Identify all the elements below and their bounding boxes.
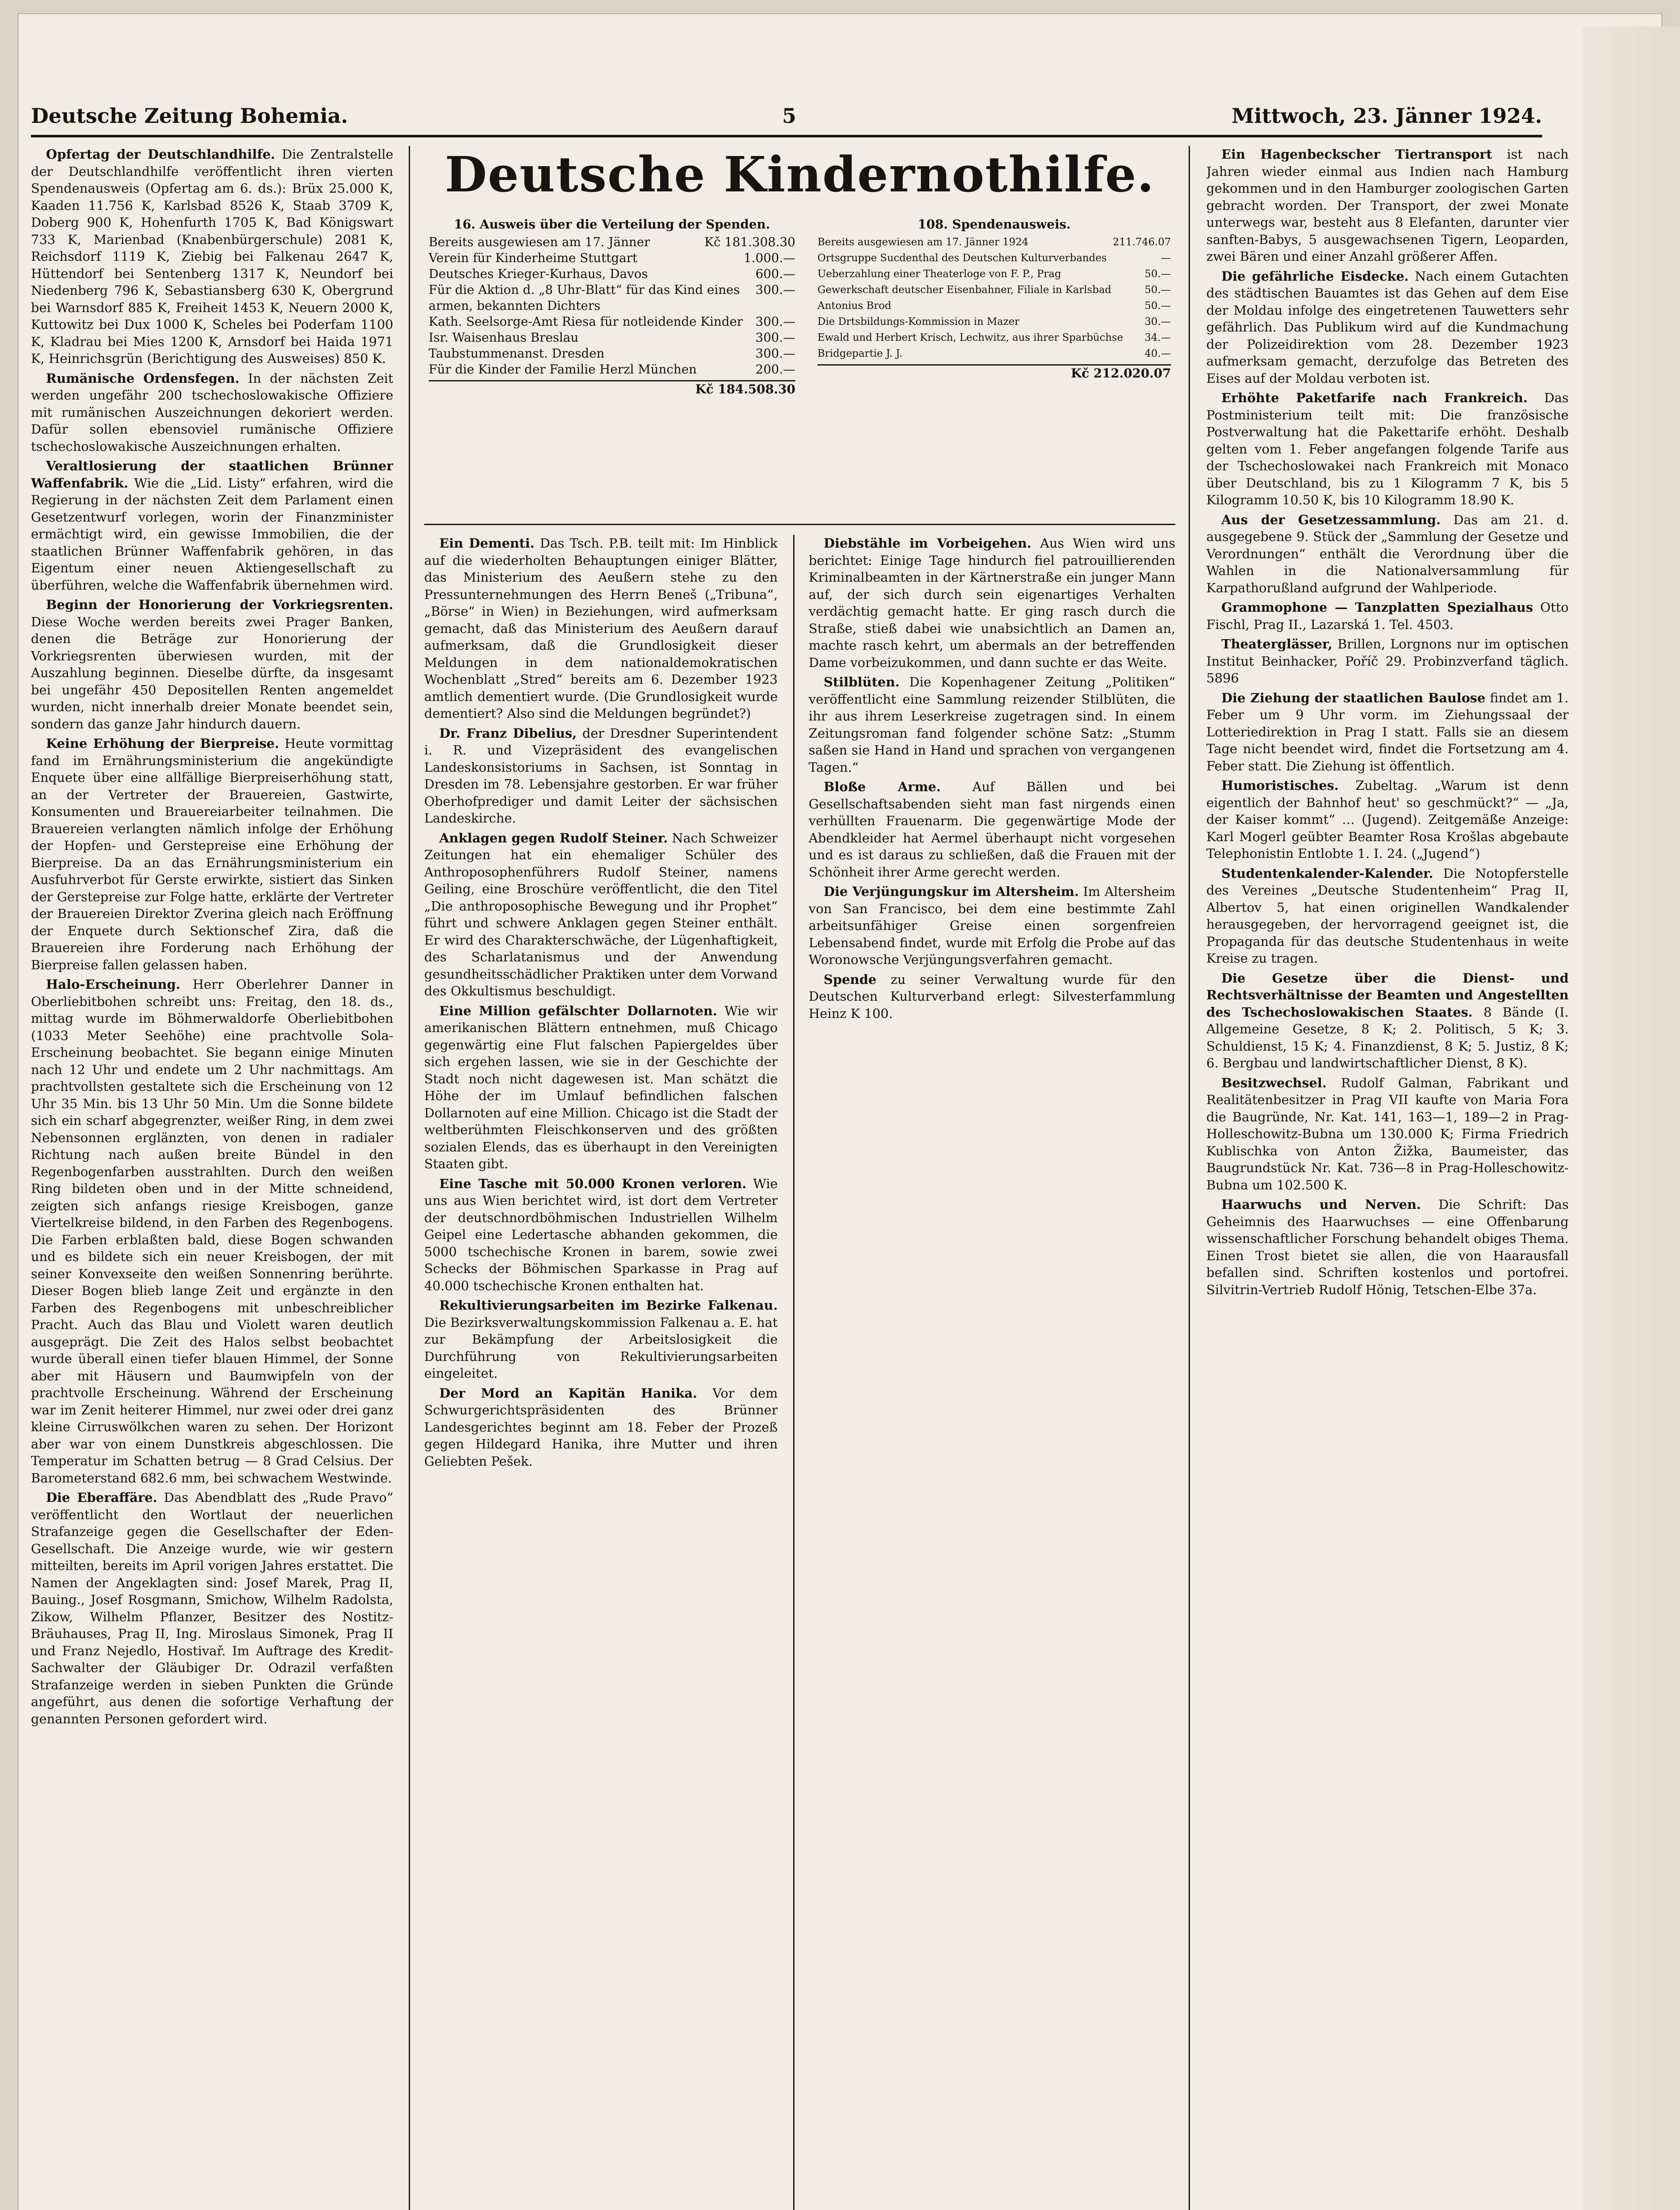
article-body: der Dresdner Superintendent i. R. und Vizepräsident des evangelischen Landeskonsistoriums in Sachsen, ist Sonntag in Dresden im 78. Lebensjahre gestorben. Er war früher Oberhofprediger und damit Leiter der sächsischen Landeskirche. bbox=[424, 725, 778, 826]
row-label: Gewerkschaft deutscher Eisenbahner, Filiale in Karlsbad bbox=[817, 284, 1112, 296]
row-label: Deutsches Krieger-Kurhaus, Davos bbox=[429, 267, 648, 281]
article-headline: Keine Erhöhung der Bierpreise. bbox=[46, 736, 279, 751]
masthead bbox=[31, 93, 1542, 137]
article-body: Vor dem Schwurgerichtspräsidenten des Brünner Landesgerichtes beginnt am 18. Feber der Prozeß gegen Hildegard Hanika, ihre Mutter und ihren Geliebten Pešek. bbox=[424, 1385, 778, 1469]
article-headline: Rumänische Ordensfegen. bbox=[46, 370, 239, 386]
table-row bbox=[429, 314, 795, 330]
article bbox=[1206, 777, 1569, 862]
article-headline: Haarwuchs und Nerven. bbox=[1221, 1197, 1421, 1212]
row-amount: 50.— bbox=[1144, 284, 1171, 296]
row-label: Bereits ausgewiesen am 17. Jänner bbox=[429, 235, 650, 249]
distribution-table bbox=[429, 217, 795, 397]
table-row bbox=[429, 346, 795, 362]
article bbox=[1206, 1075, 1569, 1194]
article-headline: Rekultivierungsarbeiten im Bezirke Falkenau. bbox=[439, 1298, 778, 1313]
table-row bbox=[429, 362, 795, 377]
article-headline: Die gefährliche Eisdecke. bbox=[1221, 268, 1409, 284]
issue-date: Mittwoch, 23. Jänner 1924. bbox=[1231, 104, 1542, 128]
table-row bbox=[817, 330, 1171, 346]
news-column-4 bbox=[1206, 146, 1569, 2210]
row-label: Ortsgruppe Sucdenthal des Deutschen Kulturverbandes bbox=[817, 252, 1107, 264]
article-body: Rudolf Galman, Fabrikant und Realitätenbesitzer in Prag VII kaufte von Maria Fora die Baugründe, Nr. Kat. 141, 163—1, 189—2 in Prag-Holleschowitz-Bubna um 130.000 K; Firma Friedrich Kublischka von Anton Žižka, Baumeister, das Baugrundstück Nr. Kat. 736—8 in Prag-Holleschowitz-Bubna um 102.500 K. bbox=[1206, 1075, 1569, 1193]
article-headline: Veraltlosierung der staatlichen Brünner Waffenfabrik. bbox=[31, 458, 393, 491]
article-body: Die Schrift: Das Geheimnis des Haarwuchses — eine Offenbarung wissenschaftlicher Forschung behandelt obiges Thema. Einen Trost bietet sie allen, die von Haarausfall befallen sind. Schriften kostenlos und portofrei. Silvitrin-Vertrieb Rudolf Hönig, Tetschen-Elbe 37a. bbox=[1206, 1197, 1569, 1297]
row-label: Bridgepartie J. J. bbox=[817, 348, 903, 359]
news-column-1 bbox=[31, 146, 393, 2210]
article-headline: Spende bbox=[824, 972, 877, 987]
article bbox=[31, 596, 393, 732]
article-body: Nach Schweizer Zeitungen hat ein ehemaliger Schüler des Anthroposophenführers Rudolf Steiner, namens Geiling, eine Broschüre veröffentlicht, die den Titel „Die anthroposophische Bewegung und ihr Prophet“ führt und schwere Anklagen gegen Steiner enthält. Er wird des Charakterschwäche, der Lügenhaftigkeit, des Scharlatanismus und der Anwendung gesundheitsschädlicher Praktiken unter dem Vorwand des Okkultismus beschuldigt. bbox=[424, 830, 778, 998]
article bbox=[809, 883, 1175, 968]
article-headline: Die Gesetze über die Dienst- und Rechtsverhältnisse der Beamten und Angestellten des Tschechoslowakischen Staates. bbox=[1206, 970, 1569, 1020]
row-label: Die Drtsbildungs-Kommission in Mazer bbox=[817, 316, 1020, 328]
article bbox=[1206, 865, 1569, 967]
row-label: Für die Kinder der Familie Herzl München bbox=[429, 362, 697, 377]
article-body: ist nach Jahren wieder einmal aus Indien nach Hamburg gekommen und in den Hamburger zoologischen Garten gebracht worden. Der Transport, der zwei Monate unterwegs war, besteht aus 8 Elefanten, darunter vier sanften-Babys, 5 ausgewachsenen Tigern, Leoparden, zwei Bären und einer Anzahl größerer Affen. bbox=[1206, 147, 1569, 264]
article-body: Wie wir amerikanischen Blättern entnehmen, muß Chicago gegenwärtig eine Flut falschen Papiergeldes über sich ergehen lassen, wie sie in der Geschichte der Stadt noch nicht dagewesen ist. Man schätzt die Höhe der im Umlauf befindlichen falschen Dollarnoten auf eine Million. Chicago ist die Stadt der weltberühmten Fleischkonserven und des größten sozialen Elends, das es überhaupt in den Vereinigten Staaten gibt. bbox=[424, 1003, 778, 1171]
page-edge-shadow bbox=[1582, 27, 1680, 2210]
page-number: 5 bbox=[782, 104, 797, 128]
row-amount: 1.000.— bbox=[743, 251, 795, 265]
article-headline: Studentenkalender-Kalender. bbox=[1221, 865, 1433, 881]
article bbox=[424, 830, 778, 1000]
article bbox=[809, 971, 1175, 1022]
article-body: zu seiner Verwaltung wurde für den Deutschen Kulturverband erlegt: Silvesterfammlung Heinz K 100. bbox=[809, 972, 1175, 1021]
newspaper-name: Deutsche Zeitung Bohemia. bbox=[31, 104, 348, 128]
table-row bbox=[817, 298, 1171, 314]
article-body: In der nächsten Zeit werden ungefähr 200 tschechoslowakische Offiziere mit rumänischen Auszeichnungen dekoriert werden. Dafür sollen ebensoviel rumänische Offiziere tschechoslowakische Auszeichnungen erhalten. bbox=[31, 370, 393, 454]
article-body: Die Kopenhagener Zeitung „Politiken“ veröffentlicht eine Sammlung reizender Stilblüten, die ihr aus ihrem Leserkreise zugetragen sind. In einem Zeitungsroman fand folgender schöne Satz: „Stumm saßen sie Hand in Hand und sprachen von vergangenen Tagen.“ bbox=[809, 674, 1175, 775]
article-headline: Halo-Erscheinung. bbox=[46, 977, 181, 992]
article bbox=[424, 1002, 778, 1173]
article-body: Heute vormittag fand im Ernährungsministerium die angekündigte Enquete über eine allfällige Bierpreiserhöhung statt, an der Vertreter der Brauereien, Gastwirte, Konsumenten und Brauereiarbeiter teilnahmen. Die Brauereien verlangten nämlich infolge der Erhöhung der Hopfen- und Gerstepreise eine Erhöhung der Bierpreise. Da an das Ernährungsministerium ein Ausfuhrverbot für Gerste erwirkte, sistiert das Sinken der Gerstepreise zur Folge hatte, erklärte der Vertreter der Brauereien Direktor Zverina gleich nach Eröffnung der Enquete durch Sektionschef Zira, daß die Brauereien ihre Forderung nach Erhöhung der Bierpreise fallen gelassen haben. bbox=[31, 736, 393, 972]
article-headline: Anklagen gegen Rudolf Steiner. bbox=[439, 830, 668, 846]
article-headline: Der Mord an Kapitän Hanika. bbox=[439, 1385, 697, 1401]
article-body: Herr Oberlehrer Danner in Oberliebitbohen schreibt uns: Freitag, den 18. ds., mittag wurde im Böhmerwaldorfe Oberliebitbohen (1033 Meter Seehöhe) eine prachtvolle Sola-Erscheinung beobachtet. Sie begann einige Minuten nach 12 Uhr und endete um 2 Uhr nachmittags. Am prachtvollsten gestaltete sich die Erscheinung von 12 Uhr 35 Min. bis 13 Uhr 50 Min. Um die Sonne bildete sich ein scharf abgegrenzter, weißer Ring, in dem zwei Nebensonnen erglänzten, von denen in radialer Richtung nach außen breite Bündel in den Regenbogenfarben ausstrahlten. Durch den weißen Ring bildeten oben und in der Mitte schneidend, zeigten sich anfangs riesige Kreisbogen, ganze Viertelkreise bildend, in den Farben des Regenbogens. Die Farben erblaßten bald, diese Bogen schwanden und es bildete sich ein neuer Kreisbogen, der mit seiner Konvexseite den weißen Sonnenring berührte. Dieser Bogen blieb lange Zeit und ergänzte in den Farben des Regenbogens mit unbeschreiblicher Pracht. Auch das Blau und Violett waren deutlich ausgeprägt. Die Zeit des Halos selbst beobachtet wurde überall einen tiefer blauen Himmel, der Sonne aber mit Häusern und Baumwipfeln von der prachtvolle Erscheinung. Während der Erscheinung war im Zenit heiterer Himmel, nur zwei oder drei ganz kleine Cirruswölkchen waren zu sehen. Der Horizont aber war von einem Dunstkreis abgeschlossen. Die Temperatur im Schatten betrug — 8 Grad Celsius. Der Barometerstand 682.6 mm, bei schwachem Westwinde. bbox=[31, 977, 393, 1486]
section-rule bbox=[424, 524, 1175, 525]
article-body: Diese Woche werden bereits zwei Prager Banken, denen die Beträge zur Honorierung der Vorkriegsrenten überwiesen wurden, mit der Auszahlung beginnen. Dieselbe dürfte, da insgesamt bei ungefähr 450 Depositellen Renten angemeldet wurden, nicht innerhalb dreier Monate beendet sein, sondern das ganze Jahr hindurch dauern. bbox=[31, 614, 393, 732]
article bbox=[809, 535, 1175, 671]
article-body: Das Tsch. P.B. teilt mit: Im Hinblick auf die wiederholten Behauptungen einiger Blätter, das Ministerium des Aeußern stehe zu den Pressunternehmungen des Herrn Beneš („Tribuna“, „Börse“ in Wien) in Beziehungen, wird aufmerksam gemacht, daß das Ministerium des Aeußern darauf aufmerksam, daß die Grundlosigkeit dieser Meldungen in dem nationaldemokratischen Wochenblatt „Stred“ bereits am 6. Dezember 1923 amtlich dementiert wurde. (Die Grundlosigkeit wurde dementiert? Also sind die Meldungen begründet?) bbox=[424, 536, 778, 721]
article bbox=[1206, 599, 1569, 633]
row-amount: 200.— bbox=[755, 362, 795, 377]
article bbox=[31, 370, 393, 455]
article-body: Die Notopferstelle des Vereines „Deutsche Studentenheim“ Prag II, Albertov 5, hat einen originellen Wandkalender herausgegeben, der hervorragend geeignet ist, die Propaganda für das deutsche Studentenhaus in weite Kreise zu tragen. bbox=[1206, 865, 1569, 966]
article bbox=[31, 735, 393, 973]
article bbox=[1206, 690, 1569, 775]
row-label: Isr. Waisenhaus Breslau bbox=[429, 330, 579, 345]
article-headline: Stilblüten. bbox=[824, 674, 900, 690]
row-amount: 30.— bbox=[1144, 316, 1171, 328]
table-row bbox=[817, 250, 1171, 266]
table-row bbox=[429, 234, 795, 250]
article bbox=[809, 674, 1175, 776]
article bbox=[1206, 970, 1569, 1072]
article bbox=[31, 146, 393, 367]
article bbox=[424, 725, 778, 827]
table-row bbox=[429, 282, 795, 314]
article-headline: Bloße Arme. bbox=[824, 779, 941, 794]
row-amount: 300.— bbox=[755, 346, 795, 361]
distribution-table-heading: 16. Ausweis über die Verteilung der Spenden. bbox=[454, 217, 770, 232]
article-body: Die Bezirksverwaltungskommission Falkenau a. E. hat zur Bekämpfung der Arbeitslosigkeit die Durchführung von Rekultivierungsarbeiten eingeleitet. bbox=[424, 1315, 778, 1381]
article-body: 8 Bände (I. Allgemeine Gesetze, 8 K; 2. Politisch, 5 K; 3. Schuldienst, 15 K; 4. Finanzdienst, 8 K; 5. Justiz, 8 K; 6. Bergbau und landwirtschaftlicher Dienst, 8 K). bbox=[1206, 1004, 1569, 1071]
article bbox=[31, 457, 393, 594]
row-label: Bereits ausgewiesen am 17. Jänner 1924 bbox=[817, 236, 1029, 248]
article-headline: Humoristisches. bbox=[1221, 778, 1339, 793]
article-headline: Die Ziehung der staatlichen Baulose bbox=[1221, 690, 1486, 705]
article-body: Das Postministerium teilt mit: Die französische Postverwaltung hat die Pakettarife erhöht. Deshalb gelten vom 1. Feber angefangen folgende Tarife aus der Tschechoslowakei nach Frankreich mit Monaco über Deutschland, bis zu 1 Kilogramm 7 K, bis 5 Kilogramm 10.50 K, bis 10 Kilogramm 18.90 K. bbox=[1206, 390, 1569, 507]
article-headline: Theaterglässer, bbox=[1221, 636, 1333, 652]
donation-table-heading: 108. Spendenausweis. bbox=[918, 217, 1071, 232]
table-row bbox=[817, 266, 1171, 282]
article-body: Nach einem Gutachten des städtischen Bauamtes ist das Gehen auf dem Eise der Moldau infolge des eingetretenen Tauwetters sehr gefährlich. Das Publikum wird auf die Kundmachung der Polizeidirektion vom 28. Dezember 1923 aufmerksam gemacht, derzufolge das Betreten des Eises auf der Moldau verboten ist. bbox=[1206, 268, 1569, 386]
article-body: Auf Bällen und bei Gesellschaftsabenden sieht man fast nirgends einen verhüllten Frauenarm. Die gegenwärtige Mode der Abendkleider hat Aermel überhaupt nicht vorgesehen und es ist daraus zu schließen, daß die Frauen mit der Schönheit ihrer Arme gerecht werden. bbox=[809, 779, 1175, 880]
kindernothilfe-title: Deutsche Kindernothilfe. bbox=[445, 146, 1155, 203]
row-amount: 50.— bbox=[1144, 300, 1171, 312]
row-label: Ewald und Herbert Krisch, Lechwitz, aus ihrer Sparbüchse bbox=[817, 332, 1123, 343]
table-row bbox=[817, 314, 1171, 330]
article-headline: Eine Tasche mit 50.000 Kronen verloren. bbox=[439, 1176, 747, 1191]
article-body: Aus Wien wird uns berichtet: Einige Tage hindurch fiel patrouillierenden Kriminalbeamten in der Kärtnerstraße ein junger Mann auf, der sich durch sein eigenartiges Verhalten verdächtig gemacht hatte. Er ging rasch durch die Straße, stieß dabei wie unabsichtlich an Damen an, machte rasch kehrt, um abermals an der betreffenden Dame vorbeizukommen, und dann suchte er das Weite. bbox=[809, 536, 1175, 670]
news-column-3 bbox=[809, 535, 1175, 2210]
article bbox=[31, 976, 393, 1486]
row-amount: 34.— bbox=[1144, 332, 1171, 343]
row-label: Verein für Kinderheime Stuttgart bbox=[429, 251, 638, 265]
column-rule bbox=[1189, 146, 1190, 2210]
news-column-2 bbox=[424, 535, 778, 2210]
article bbox=[1206, 1196, 1569, 1298]
article-body: Das am 21. d. ausgegebene 9. Stück der „Sammlung der Gesetze und Verordnungen“ enthält die Verordnung über die Wahlen in die Nationalversammlung für Karpathorußland aufgrund der Wahlperiode. bbox=[1206, 512, 1569, 595]
table-row bbox=[429, 330, 795, 346]
row-label: Ueberzahlung einer Theaterloge von F. P., Prag bbox=[817, 268, 1061, 280]
row-amount: 211.746.07 bbox=[1113, 236, 1171, 248]
row-amount: 40.— bbox=[1144, 348, 1171, 359]
article bbox=[424, 1175, 778, 1295]
donation-total: Kč 212.020.07 bbox=[817, 364, 1171, 381]
article-headline: Besitzwechsel. bbox=[1221, 1075, 1327, 1090]
article-body: Im Altersheim von San Francisco, bei dem eine bestimmte Zahl arbeitsunfähiger Greise einen sorgenfreien Lebensabend findet, wurde mit Erfolg die Probe auf das Woronowsche Verjüngungsverfahren gemacht. bbox=[809, 884, 1175, 967]
donation-table bbox=[817, 217, 1171, 381]
row-amount: 600.— bbox=[755, 267, 795, 281]
article-body: Das Abendblatt des „Rude Pravo“ veröffentlicht den Wortlaut der neuerlichen Strafanzeige gegen die Gesellschafter der Eden-Gesellschaft. Die Anzeige wurde, wie wir gestern mitteilten, bereits im April vorigen Jahres erstattet. Die Namen der Angeklagten sind: Josef Marek, Prag II, Bauing., Josef Rosgmann, Smichow, Wilhelm Radolsta, Zikow, Wilhelm Pflanzer, Besitzer des Nostitz-Bräuhauses, Prag II, Ing. Miroslaus Simonek, Prag II und Franz Nejedlo, Hostivař. Im Auftrage des Kredit-Sachwalter der Gläubiger Dr. Odrazil verfaßten Strafanzeige werden in sieben Punkten die Gründe angeführt, aus denen die sofortige Verhaftung der genannten Personen gefordert wird. bbox=[31, 1490, 393, 1726]
article bbox=[809, 778, 1175, 880]
table-row bbox=[817, 282, 1171, 298]
column-rule bbox=[793, 535, 794, 2210]
article bbox=[424, 1385, 778, 1470]
article bbox=[1206, 636, 1569, 687]
article bbox=[424, 1297, 778, 1382]
row-amount: 300.— bbox=[755, 282, 795, 297]
article-headline: Eine Million gefälschter Dollarnoten. bbox=[439, 1003, 718, 1018]
article-body: Brillen, Lorgnons nur im optischen Institut Beinhacker, Poříč 29. Probinzverfand täglich. 5896 bbox=[1206, 636, 1569, 686]
article-headline: Aus der Gesetzessammlung. bbox=[1221, 512, 1441, 527]
article bbox=[1206, 146, 1569, 265]
article-body: Zubeltag. „Warum ist denn eigentlich der Bahnhof heut' so geschmückt?“ — „Ja, der Kaiser kommt“ … (Jugend). Zeitgemäße Anzeige: Karl Mogerl geübter Beamter Rosa Krošlas abgebaute Telephonistin Entlobte 1. I. 24. („Jugend“) bbox=[1206, 778, 1569, 861]
article-body: Wie die „Lid. Listy“ erfahren, wird die Regierung in der nächsten Zeit dem Parlament einen Gesetzentwurf vorlegen, worin der Finanzminister ermächtigt wird, ein gewisse Immobilien, die der staatlichen Brünner Waffenfabrik gehören, in das Eigentum einer neuen Aktiengesellschaft zu überführen, welche die Waffenfabrik übernehmen wird. bbox=[31, 475, 393, 593]
column-rule bbox=[409, 146, 410, 2210]
article-body: Otto Fischl, Prag II., Lazarská 1. Tel. 4503. bbox=[1206, 600, 1569, 632]
article-headline: Die Eberaffäre. bbox=[46, 1490, 157, 1505]
row-amount: — bbox=[1161, 252, 1171, 264]
table-row bbox=[817, 346, 1171, 362]
article-headline: Beginn der Honorierung der Vorkriegsrenten. bbox=[46, 597, 393, 612]
article-headline: Dr. Franz Dibelius, bbox=[439, 725, 577, 741]
article bbox=[31, 1489, 393, 1727]
article bbox=[1206, 389, 1569, 509]
row-label: Kath. Seelsorge-Amt Riesa für notleidende Kinder bbox=[429, 314, 743, 329]
table-row bbox=[429, 250, 795, 266]
table-row bbox=[429, 266, 795, 282]
article-headline: Die Verjüngungskur im Altersheim. bbox=[824, 884, 1079, 899]
article-headline: Ein Dementi. bbox=[439, 536, 535, 551]
row-label: Antonius Brod bbox=[817, 300, 892, 312]
row-amount: 300.— bbox=[755, 314, 795, 329]
row-label: Für die Aktion d. „8 Uhr-Blatt“ für das Kind eines armen, bekannten Dichters bbox=[429, 282, 740, 313]
article-body: Die Zentralstelle der Deutschlandhilfe veröffentlicht ihren vierten Spendenausweis (Opfertag am 6. ds.): Brüx 25.000 K, Kaaden 11.756 K, Karlsbad 8526 K, Staab 3709 K, Doberg 900 K, Hohenfurth 1705 K, Bad Königswart 733 K, Marienbad (Knabenbürgerschule) 2081 K, Reichsdorf 1119 K, Ziebig bei Falkenau 2647 K, Hüttendorf bei Sentenberg 1317 K, Neundorf bei Niedenberg 796 K, Sebastiansberg 630 K, Obergrund bei Warnsdorf 885 K, Freiheit 1453 K, Neuern 2000 K, Kuttowitz bei Dux 1000 K, Scheles bei Poderfam 1100 K, Kladrau bei Mies 1200 K, Arnsdorf bei Haida 1971 K, Heinrichsgrün (Berichtigung des Ausweises) 850 K. bbox=[31, 147, 393, 366]
row-amount: 50.— bbox=[1144, 268, 1171, 280]
article bbox=[1206, 511, 1569, 597]
row-label: Taubstummenanst. Dresden bbox=[429, 346, 604, 361]
article-headline: Diebstähle im Vorbeigehen. bbox=[824, 536, 1032, 551]
row-amount: Kč 181.308.30 bbox=[704, 235, 795, 249]
article-body: findet am 1. Feber um 9 Uhr vorm. im Ziehungssaal der Lotteriedirektion in Prag I statt. Falls sie an diesem Tage nicht beendet wird, findet die Fortsetzung am 4. Feber statt. Die Ziehung ist öffentlich. bbox=[1206, 690, 1569, 774]
article-headline: Ein Hagenbeckscher Tiertransport bbox=[1221, 147, 1493, 162]
row-amount: 300.— bbox=[755, 330, 795, 345]
article-headline: Opfertag der Deutschlandhilfe. bbox=[46, 147, 275, 162]
article-headline: Erhöhte Paketfarife nach Frankreich. bbox=[1221, 390, 1528, 405]
article-headline: Grammophone — Tanzplatten Spezialhaus bbox=[1221, 600, 1533, 615]
article bbox=[424, 535, 778, 722]
distribution-total: Kč 184.508.30 bbox=[429, 380, 795, 397]
table-row bbox=[817, 234, 1171, 250]
article bbox=[1206, 268, 1569, 387]
article-body: Wie uns aus Wien berichtet wird, ist dort dem Vertreter der deutschnordböhmischen Industriellen Wilhelm Geipel eine Ledertasche abhanden gekommen, die 5000 tschechische Kronen in barem, sowie zwei Schecks der Böhmischen Sparkasse in Prag auf 40.000 tschechische Kronen enthalten hat. bbox=[424, 1176, 778, 1293]
